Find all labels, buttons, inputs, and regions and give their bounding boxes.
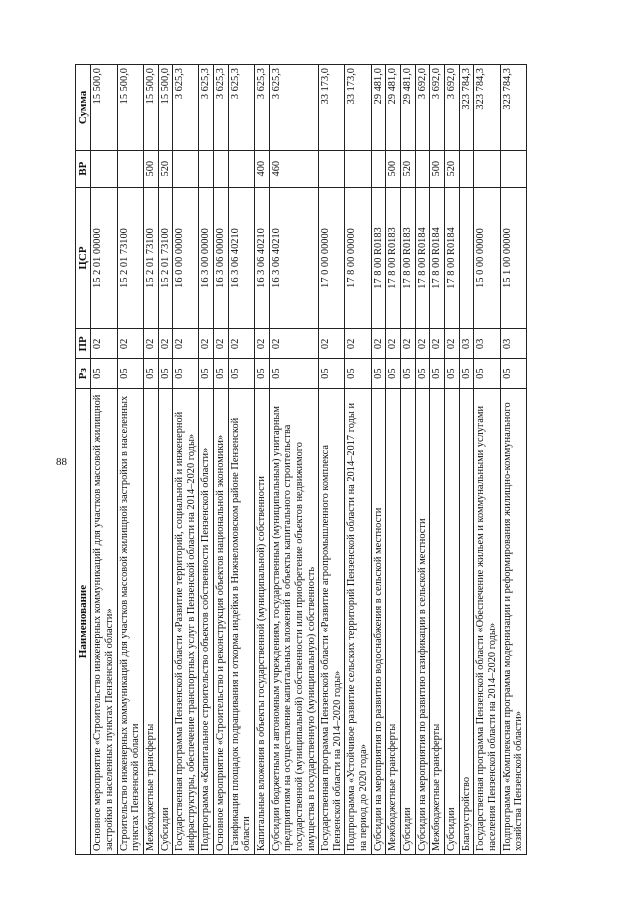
cell-pr: 02 xyxy=(228,329,254,359)
table-row xyxy=(214,65,229,855)
cell-rz: 05 xyxy=(117,359,143,389)
cell-pr: 02 xyxy=(214,329,229,359)
table-row xyxy=(319,65,345,855)
cell-sum: 15 500,0 xyxy=(117,65,143,151)
cell-sum: 3 625,3 xyxy=(173,65,199,151)
cell-rz: 05 xyxy=(319,359,345,389)
table-row xyxy=(386,65,401,855)
cell-vr: 520 xyxy=(401,150,416,187)
cell-name: Подпрограмма «Комплексная программа модернизации и реформирования жилищно-коммунального хозяйства Пензенской области» xyxy=(500,389,526,855)
cell-sum: 15 500,0 xyxy=(158,65,173,151)
table-row xyxy=(255,65,270,855)
cell-pr: 02 xyxy=(401,329,416,359)
cell-rz: 05 xyxy=(269,359,319,389)
cell-rz: 05 xyxy=(214,359,229,389)
cell-name: Субсидии xyxy=(401,389,416,855)
cell-pr: 02 xyxy=(386,329,401,359)
cell-pr: 02 xyxy=(444,329,459,359)
cell-name: Основное мероприятие «Строительство и реконструкция объектов национальной экономики» xyxy=(214,389,229,855)
cell-name: Государственная программа Пензенской области «Обеспечение жильем и коммунальными услугами населения Пензенской области на 2014–2020 годы» xyxy=(474,389,500,855)
cell-name: Благоустройство xyxy=(459,389,474,855)
cell-rz: 05 xyxy=(415,359,430,389)
table-row xyxy=(474,65,500,855)
table-row xyxy=(345,65,371,855)
table-row xyxy=(444,65,459,855)
cell-sum: 3 625,3 xyxy=(228,65,254,151)
cell-name: Межбюджетные трансферты xyxy=(430,389,445,855)
cell-vr: 520 xyxy=(158,150,173,187)
cell-vr: 500 xyxy=(386,150,401,187)
header-pr: ПР xyxy=(76,329,91,359)
table-row xyxy=(143,65,158,855)
cell-rz: 05 xyxy=(228,359,254,389)
table-body xyxy=(91,65,527,855)
cell-name: Газификация площадок подращивания и откорма индейки в Нижнеломовском районе Пензенской области xyxy=(228,389,254,855)
cell-csr: 15 1 00 00000 xyxy=(500,187,526,329)
cell-vr xyxy=(474,150,500,187)
cell-rz: 05 xyxy=(386,359,401,389)
cell-pr: 02 xyxy=(319,329,345,359)
cell-csr: 15 2 01 73100 xyxy=(158,187,173,329)
cell-sum: 3 692,0 xyxy=(415,65,430,151)
table-header-row xyxy=(76,65,91,855)
table-row xyxy=(117,65,143,855)
cell-name: Субсидии на мероприятия по развитию водоснабжения в сельской местности xyxy=(371,389,386,855)
cell-csr: 17 8 00 R0184 xyxy=(444,187,459,329)
cell-csr: 16 3 06 40210 xyxy=(255,187,270,329)
cell-sum: 33 173,0 xyxy=(319,65,345,151)
cell-pr: 02 xyxy=(430,329,445,359)
cell-name: Государственная программа Пензенской области «Развитие территорий, социальной и инженерной инфраструктуры, обеспечение транспортных услуг в Пензенской области на 2014–2020 годы» xyxy=(173,389,199,855)
cell-rz: 05 xyxy=(143,359,158,389)
cell-sum: 3 625,3 xyxy=(269,65,319,151)
cell-rz: 05 xyxy=(371,359,386,389)
cell-vr: 520 xyxy=(444,150,459,187)
cell-sum: 3 625,3 xyxy=(199,65,214,151)
cell-vr xyxy=(117,150,143,187)
cell-csr: 17 8 00 R0183 xyxy=(401,187,416,329)
cell-vr xyxy=(173,150,199,187)
cell-rz: 05 xyxy=(158,359,173,389)
cell-vr xyxy=(459,150,474,187)
cell-csr: 16 3 06 40210 xyxy=(228,187,254,329)
cell-pr: 02 xyxy=(415,329,430,359)
cell-name: Подпрограмма «Капитальное строительство объектов собственности Пензенской области» xyxy=(199,389,214,855)
cell-pr: 03 xyxy=(500,329,526,359)
cell-rz: 05 xyxy=(199,359,214,389)
cell-name: Межбюджетные трансферты xyxy=(386,389,401,855)
cell-name: Строительство инженерных коммуникаций для участков массовой жилищной застройки в населенных пунктах Пензенской области xyxy=(117,389,143,855)
cell-csr: 17 8 00 R0183 xyxy=(371,187,386,329)
cell-pr: 03 xyxy=(474,329,500,359)
cell-rz: 05 xyxy=(500,359,526,389)
cell-sum: 323 784,3 xyxy=(500,65,526,151)
cell-pr: 03 xyxy=(459,329,474,359)
cell-csr: 15 0 00 00000 xyxy=(474,187,500,329)
cell-sum: 33 173,0 xyxy=(345,65,371,151)
cell-name: Субсидии xyxy=(158,389,173,855)
table-row xyxy=(415,65,430,855)
table-row xyxy=(199,65,214,855)
table-row xyxy=(91,65,117,855)
cell-vr: 460 xyxy=(269,150,319,187)
cell-name: Субсидии на мероприятия по развитию газификации в сельской местности xyxy=(415,389,430,855)
cell-name: Государственная программа Пензенской области «Развитие агропромышленного комплекса Пензенской области на 2014–2020 годы» xyxy=(319,389,345,855)
header-rz: Рз xyxy=(76,359,91,389)
cell-csr: 16 0 00 00000 xyxy=(173,187,199,329)
table-row xyxy=(158,65,173,855)
cell-vr: 500 xyxy=(430,150,445,187)
table-row xyxy=(173,65,199,855)
cell-vr: 500 xyxy=(143,150,158,187)
page-number: 88 xyxy=(56,456,67,468)
cell-vr xyxy=(214,150,229,187)
header-name: Наименование xyxy=(76,389,91,855)
cell-rz: 05 xyxy=(459,359,474,389)
cell-name: Субсидии xyxy=(444,389,459,855)
cell-vr xyxy=(228,150,254,187)
cell-name: Подпрограмма «Устойчивое развитие сельских территорий Пензенской области на 2014–2017 годы и на период до 2020 года» xyxy=(345,389,371,855)
cell-csr: 16 3 06 00000 xyxy=(214,187,229,329)
cell-rz: 05 xyxy=(345,359,371,389)
cell-sum: 29 481,0 xyxy=(371,65,386,151)
cell-pr: 02 xyxy=(158,329,173,359)
cell-sum: 29 481,0 xyxy=(401,65,416,151)
cell-name: Капитальные вложения в объекты государственной (муниципальной) собственности xyxy=(255,389,270,855)
header-sum: Сумма xyxy=(76,65,91,151)
cell-sum: 29 481,0 xyxy=(386,65,401,151)
cell-sum: 323 784,3 xyxy=(474,65,500,151)
cell-vr xyxy=(345,150,371,187)
cell-vr xyxy=(91,150,117,187)
cell-pr: 02 xyxy=(117,329,143,359)
cell-name: Субсидии бюджетным и автономным учреждениям, государственным (муниципальным) унитарным предприятиям на осуществление капитальных вложений в объекты капитального строительства государственной (муниципальной) собственности или приобретение объектов недвижимого имущества в государственную (муниципальную) собственность xyxy=(269,389,319,855)
cell-vr xyxy=(319,150,345,187)
cell-rz: 05 xyxy=(173,359,199,389)
header-csr: ЦСР xyxy=(76,187,91,329)
table-row xyxy=(269,65,319,855)
cell-pr: 02 xyxy=(255,329,270,359)
cell-rz: 05 xyxy=(91,359,117,389)
cell-rz: 05 xyxy=(401,359,416,389)
cell-sum: 3 692,0 xyxy=(444,65,459,151)
cell-csr: 16 3 06 40210 xyxy=(269,187,319,329)
cell-csr: 17 8 00 R0184 xyxy=(430,187,445,329)
cell-name: Межбюджетные трансферты xyxy=(143,389,158,855)
cell-pr: 02 xyxy=(173,329,199,359)
header-vr: ВР xyxy=(76,150,91,187)
cell-vr xyxy=(371,150,386,187)
cell-vr: 400 xyxy=(255,150,270,187)
cell-pr: 02 xyxy=(143,329,158,359)
cell-rz: 05 xyxy=(474,359,500,389)
cell-sum: 15 500,0 xyxy=(143,65,158,151)
cell-pr: 02 xyxy=(269,329,319,359)
cell-csr: 15 2 01 73100 xyxy=(117,187,143,329)
cell-sum: 15 500,0 xyxy=(91,65,117,151)
table-row xyxy=(401,65,416,855)
cell-sum: 3 625,3 xyxy=(214,65,229,151)
cell-csr: 17 0 00 00000 xyxy=(319,187,345,329)
table-row xyxy=(371,65,386,855)
cell-rz: 05 xyxy=(430,359,445,389)
cell-csr: 17 8 00 R0183 xyxy=(386,187,401,329)
cell-csr: 15 2 01 73100 xyxy=(143,187,158,329)
cell-csr: 16 3 00 00000 xyxy=(199,187,214,329)
cell-csr: 17 8 00 00000 xyxy=(345,187,371,329)
table-row xyxy=(430,65,445,855)
rotated-table-container xyxy=(75,64,566,855)
cell-vr xyxy=(500,150,526,187)
cell-pr: 02 xyxy=(345,329,371,359)
cell-sum: 3 692,0 xyxy=(430,65,445,151)
cell-csr: 17 8 00 R0184 xyxy=(415,187,430,329)
cell-vr xyxy=(415,150,430,187)
cell-sum: 323 784,3 xyxy=(459,65,474,151)
cell-csr xyxy=(459,187,474,329)
cell-csr: 15 2 01 00000 xyxy=(91,187,117,329)
budget-table xyxy=(75,64,527,855)
cell-pr: 02 xyxy=(91,329,117,359)
cell-rz: 05 xyxy=(255,359,270,389)
cell-pr: 02 xyxy=(199,329,214,359)
cell-pr: 02 xyxy=(371,329,386,359)
cell-name: Основное мероприятие «Строительство инженерных коммуникаций для участков массовой жилищной застройки в населенных пунктах Пензенской области» xyxy=(91,389,117,855)
cell-sum: 3 625,3 xyxy=(255,65,270,151)
cell-rz: 05 xyxy=(444,359,459,389)
table-row xyxy=(228,65,254,855)
table-row xyxy=(459,65,474,855)
table-row xyxy=(500,65,526,855)
cell-vr xyxy=(199,150,214,187)
